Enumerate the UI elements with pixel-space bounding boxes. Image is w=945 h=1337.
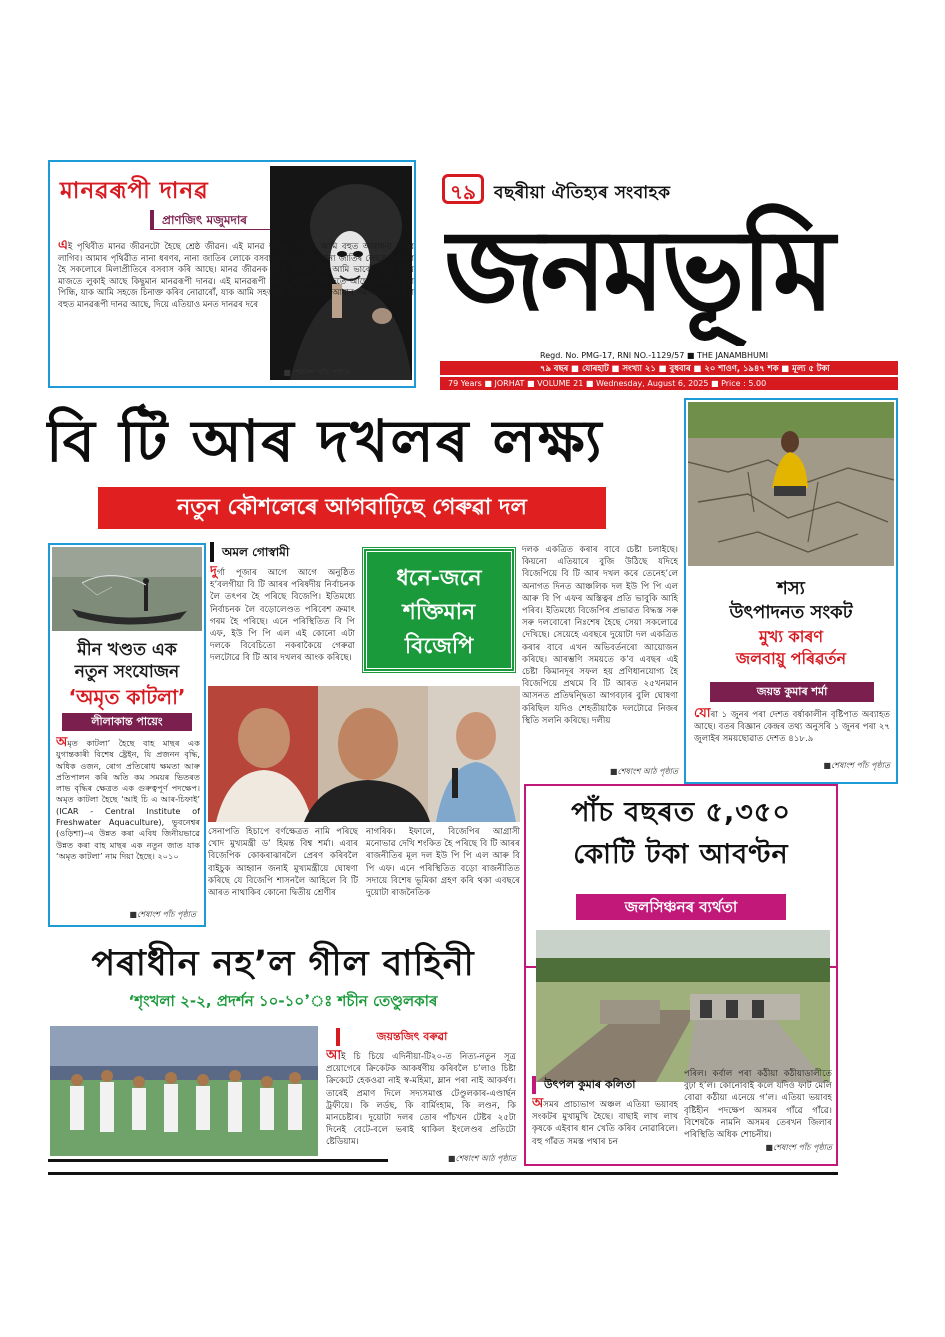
mask-box-continued: ■ শেষাংশ পাঁচ পৃষ্ঠাত [200,367,350,380]
mask-box-title: মানৱৰূপী দানৱ [60,178,209,204]
masthead-info-assamese: ৭৯ বছৰ ■ যোৰহাট ■ সংখ্যা ২১ ■ বুধবাৰ ■ ২০ শাওণ, ১৯৪৭ শক ■ মূল্য ৫ টকা [440,361,898,375]
fish-quote: ‘অমৃত কাটলা’ [68,685,186,709]
callout-line-1: ধনে-জনে [396,566,482,591]
masthead-title: জনমভূমি [444,205,831,336]
funds-headline-2: কোটি টকা আবণ্টন [573,839,789,870]
crop-text: ৰা ১ জুনৰ পৰা দেশত বৰ্ষাকালীন বৃষ্টিপাত অব্যাহত আছে। বতৰ বিজ্ঞান কেন্দ্ৰৰ তথ্য অনুসৰি ১ জুনৰ পৰা ২৭ জুলাইৰ সময়ছোৱাত দেশত ৪১৮.৯ [694,710,890,745]
years-badge: ৭৯ [442,174,484,204]
crop-continued: ■ শেষাংশ পাঁচ পৃষ্ঠাত [726,760,890,773]
crop-body [694,708,890,758]
funds-subhead: জলসিঞ্চনৰ ব্যৰ্থতা [576,894,786,920]
fish-author: লীলাকান্ত পায়েং [62,713,192,731]
lead-col3-continued: ■ শেষাংশ আঠ পৃষ্ঠাত [522,766,678,779]
masthead-info-english: 79 Years ■ JORHAT ■ VOLUME 21 ■ Wednesday, August 6, 2025 ■ Price : 5.00 [440,377,898,390]
masthead-regd: Regd. No. PMG-17, RNI NO.-1129/57 ■ THE JANAMBHUMI [540,351,769,360]
lead-bottom-col1-text: সেনাপতি হিচাপে বৰ্ণক্ষেত্ৰত নামি পৰিছে খোদ মুখ্যমন্ত্ৰী ড’ হিমন্ত বিশ্ব শৰ্মা। এবাৰ বিজেপিক কোকৰাঝাৰলৈ প্ৰেৰণ কৰিবলৈ বাইচুক আহ্বান জনাই মুখ্যমন্ত্ৰীয়ে ঘোষণা কৰিছে যে বিজেপি শাসনলৈ আহিলে বি টি আৰত নাথাকিব কোনো দ্বিতীয় শ্ৰেণীৰ [208,827,358,899]
crop-box [684,398,898,784]
crop-title-1: শস্য [777,578,805,599]
lead-bottom-col2-text: নাগৰিক। ইফালে, বিজেপিৰ আগ্ৰাসী মনোভাৱ দেখি শংকিত হৈ পৰিছে বি টি আৰৰ ৰাজনীতিৰ মূল দল ইউ পি পি এল আৰু বি পি এফ। এনে পৰিস্থিতিত বড়ো ৰাজনীতিত সদায়ে বিশেষ ভূমিকা গ্ৰহণ কৰি থকা এবছৰে দুয়োটা ৰাজনৈতিক [366,827,520,899]
fishing-photo [52,547,202,631]
lead-author: অমল গোস্বামী [210,542,330,562]
funds-headline-1: পাঁচ বছৰত ৫,৩৫০ [571,797,791,828]
lead-dropcap: দু [210,566,217,579]
lead-col1-text: ৰ্গা পূজাৰ আগে আগে অনুষ্ঠিত হ’বলগীয়া বি টি আৰৰ পৰিষদীয় নিৰ্বাচনক লৈ তৎপৰ হৈ পৰিছে বিজেপি। ইতিমধ্যে নিৰ্বাচনক লৈ বড়োলেণ্ডত পৰিবেশ ক্ৰমাৎ গৰম হৈ পৰিছে। এনে পৰিস্থিতিত বি পি এফ, ইউ পি পি এল এই কোনো এটা দলকে বিবেচিতো নকৰাকৈয়ে গেৰুৱা দলটোৱে বি টি আৰ দখলৰ আংক কৰিছে। [210,568,355,664]
funds-col1-text: সমৰ প্ৰাচ্যভাগ অঞ্চল এতিয়া ভয়াবহ সংকটৰ মুখামুখি হৈছে। বাছাই লাখ লাখ কৃষকে এইবাৰ ধান খেতি কৰিব নোৱাৰিলে। বহু গাঁৱত সমস্ত পথাৰ চন [532,1100,678,1147]
fish-dropcap: অ [56,737,68,750]
funds-continued: ■ শেষাংশ পাঁচ পৃষ্ঠাত [684,1142,832,1155]
masthead-tagline: বছৰীয়া ঐতিহ্যৰ সংবাহক [494,183,671,203]
lead-col3-text: দলক একত্ৰিত কৰাৰ বাবে চেষ্টা চলাইছে। কিয়নো এতিয়াৰে বুজি উঠিছে যদিহে বিজেপিয়ে বি টি আৰ দখল কৰে তেনেহ’লে অনাগত দিনত আঞ্চলিক দল ইউ পি পি এল আৰু বি পি এফৰ অস্তিত্বৰ প্ৰতি ভাবুকি আহি পৰিব। ইতিমধ্যে বিজেপিৰ প্ৰভাৱত বিদ্ধস্ত সৰু সৰু দলবোৰো নিঃশেষ হৈছে সেয়া সকলোৱে দেখিছে। সেয়েহে এবছৰে দুয়োটা দল একত্ৰিত কৰাৰ বাবে এখন অভিবৰ্তনৰো আয়োজন কৰিছে। আৰম্ভণি সময়তে ক’ব এবছৰ এই চেষ্টা কিমানদূৰ সফল হয় প্ৰণিধানযোগ্য হৈ বিজেপিয়ে প্ৰথমে বি টি আৰত ২৫খনমান আসনত প্ৰতিদ্বন্দ্বিতা আগবঢ়াৰ বুলি ঘোষণা কৰিছিল যদিও শেহতীয়াকৈ দলটোৱে নিজৰ স্থিতি সলনি কৰিছে। দলীয় [522,545,678,726]
sports-continued-rule [48,1156,518,1164]
funds-box-lower [524,966,838,1166]
sports-rule [48,1159,388,1162]
mask-box-body [58,240,414,358]
lead-col3 [522,544,678,762]
dry-field-photo [688,402,894,566]
fish-title-2: নতুন সংযোজন [74,662,180,682]
sports-dropcap: আ [326,1050,342,1063]
sports-box [48,930,518,1166]
mask-box [48,160,416,388]
lead-headline: বি টি আৰ দখলৰ লক্ষ্য [46,407,604,475]
funds-col2 [684,1068,832,1140]
lead-col1 [210,566,355,684]
sports-continued: ■ শেষাংশ আঠ পৃষ্ঠাত [394,1153,516,1166]
lead-callout [363,548,515,672]
fish-body [56,737,200,907]
sports-author: জয়ন্তজিৎ বৰুৱা [336,1028,484,1046]
fish-continued: ■ শেষাংশ পাঁচ পৃষ্ঠাত [60,909,196,922]
funds-author: উৎপল কুমাৰ কলিতা [532,1076,672,1094]
sports-body [326,1050,516,1148]
masthead-info [440,350,898,390]
lead-bottom-col1 [208,826,358,924]
funds-dropcap: অ [532,1098,544,1111]
callout-line-2: শক্তিমান [402,600,476,625]
mask-box-dropcap: এ [58,240,68,253]
lead-bottom-col2 [366,826,520,924]
crop-subtitle-1: মুখ্য কাৰণ [758,627,824,646]
fish-box [48,543,206,927]
callout-line-3: বিজেপি [404,634,474,659]
fish-title-1: মীন খণ্ডত এক [77,640,177,660]
sports-subhead: ‘শৃংখলা ২-২, প্ৰদৰ্শন ১০-১০’ঃ শচীন তেণ্ডুলকাৰ [128,992,438,1010]
crop-dropcap: যো [694,708,711,721]
crop-author: জয়ন্ত কুমাৰ শৰ্মা [710,682,874,702]
funds-col2-text: পৰিল। কৰ্বাল পৰা কঠীয়া কঠীয়াডালীতে বুঢ়া হ’ল। কোনোবাই কলে যদিও ফাট মেলি বোৱা কঠীয়া এনেয়ে গ’ল। এতিয়া ভয়াবহ বৃষ্টিহীন পদক্ষেপ অসমৰ গাঁৱে গাঁৱে। বিশেষকৈ নামনি অসমৰ তেৰখন জিলাৰ পৰিস্থিতি অধিক শোচনীয়। [684,1069,832,1140]
crop-subtitle-2: জলবায়ু পৰিৱৰ্তন [735,649,847,668]
funds-box-frame [524,784,838,968]
lead-subhead: নতুন কৌশলেৰে আগবাঢ়িছে গেৰুৱা দল [98,487,606,529]
sports-headline: পৰাধীন নহ’ল গীল বাহিনী [91,944,475,984]
politicians-photo [208,686,520,822]
fish-text: মৃত কাটলা’ হৈছে বাহ মাছৰ এক যুগান্তকাৰী বিশেষ ষ্ট্ৰেইন, যি প্ৰজনন বৃদ্ধি, অধিক ওজন, ৰোগ প্ৰতিৰোধ ক্ষমতা আৰু প্ৰতিপালন কৰি অতি কম সময়ৰ ভিতৰত লাভ বৃদ্ধিৰ ক্ষেত্ৰত এক গুৰুত্বপূৰ্ণ পদক্ষেপ। অমৃত কাটলা হৈছে ‘আই চি এ আৰ-চিফাই’ (ICAR - Central Institute of Freshwater Aquaculture), ভুবনেশ্বৰ (ওড়িশা)–এ উন্নত কৰা এবিধ জিনীয়ভাৱে উন্নত কৰা বাহ মাছৰ এক নতুন জাত যাক ‘অমৃত কাটলা’ নাম দিয়া হৈছে। ২০১০ [56,738,200,861]
page-bottom-rule [48,1172,838,1175]
funds-col1 [532,1098,678,1154]
crop-title-2: উৎপাদনত সংকট [729,602,853,623]
cricket-photo [50,1026,318,1156]
sports-text: ই চি চিয়ে এদিনীয়া-টি২০-ত নিত্য-নতুন সূত্ৰ প্ৰয়োগেৰে ক্ৰিকেটক আকৰ্ষণীয় কৰিবলৈ চ’লাও চিষ্টা ক্ৰিকেটে হেকওৱা নাই স্ব-মহিমা, ম্লান পৰা নাই আকৰ্ষণ। তাৰেই প্ৰমাণ দিলে সদ্যসমাপ্ত টেণ্ডুলকাৰ-এণ্ডাৰ্ছন ট্ৰফীয়ে। কি লৰ্ডছ, কি বাৰ্মিংহাম, কি লণ্ডন, কি মানচেষ্টাৰ। দুয়োটা দলৰ তোৰ পাঁচখন টেষ্টৰ ২৫টা দিনেই বেটে-বলে ভৰাই থাকিল ইংলেণ্ডৰ প্ৰতিটো ষ্টেডিয়াম। [326,1052,516,1148]
mask-box-text: ই পৃথিবীত মানৱ জীৱনটো হৈছে শ্ৰেষ্ঠ জীৱন। এই মানৱ জীৱন পাবলৈ আমি বহুত আৰাধনা কৰিব লাগিব। আমাৰ পৃথিৱীত নানা ধৰণৰ, নানা জাতিৰ লোকে বসবাস কৰি আছে, নানা জাতিৰ লোকে একলগ হৈ সকলোৰে মিলাপ্ৰীতিৰে বসবাস কৰি আছে। মানৱ জীৱনক শ্ৰেষ্ঠ জীৱন বুলি আমি ভাবোঁ, কিন্তু ইয়াৰ মাজতে লুকাই আছে কিছুমান মানৱৰূপী দানৱ। এই মানৱৰূপী দানৱ আমাৰ সমাজতে আছে ভদ্ৰতাৰ মুখা পিন্ধি, যাক আমি সহজে চিনাক্ত কৰিব নোৱাৰোঁ, যাক আমি সহজতে চিনি নাপাওঁ। আমাৰ সমাজত এনেকুৱা বহুত মানৱৰূপী দানৱ আছে, দিয়ে এতিয়াও মনত দানৱৰ দৰে [58,241,414,309]
masthead [440,160,898,390]
mask-box-author: প্ৰাণজিৎ মজুমদাৰ [150,210,300,230]
